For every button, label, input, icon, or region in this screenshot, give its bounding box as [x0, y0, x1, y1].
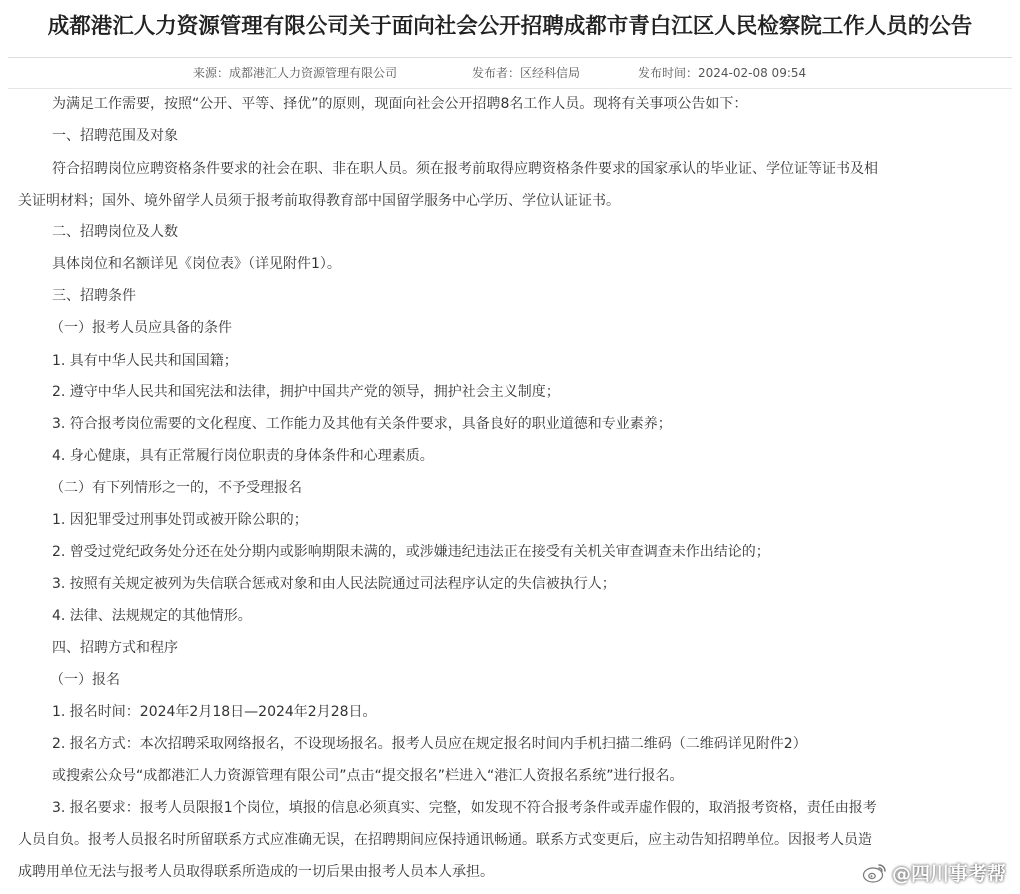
watermark-text: @四川事考帮 [891, 863, 1006, 885]
article-title: 成都港汇人力资源管理有限公司关于面向社会公开招聘成都市青白江区人民检察院工作人员的公告 [47, 14, 973, 39]
list-item: 3. 符合报考岗位需要的文化程度、工作能力及其他有关条件要求，具备良好的职业道德和专业素养； [52, 416, 672, 432]
subsection-heading: （二）有下列情形之一的，不予受理报名 [50, 480, 302, 496]
list-item: 2. 报名方式：本次招聘采取网络报名，不设现场报名。报考人员应在规定报名时间内手机扫描二维码（二维码详见附件2） [52, 736, 807, 752]
section-heading-1: 一、招聘范围及对象 [52, 128, 178, 144]
watermark [862, 859, 1006, 886]
meta-publish-time: 发布时间：2024-02-08 09:54 [638, 66, 807, 80]
paragraph-line: 人员自负。报考人员报名时所留联系方式应准确无误，在招聘期间应保持通讯畅通。联系方式变更后，应主动告知招聘单位。因报考人员造 [18, 832, 872, 848]
article-meta [0, 58, 1020, 88]
list-item: 4. 身心健康，具有正常履行岗位职责的身体条件和心理素质。 [52, 448, 434, 464]
paragraph-line: 符合招聘岗位应聘资格条件要求的社会在职、非在职人员。须在报考前取得应聘资格条件要求的国家承认的毕业证、学位证等证书及相 [52, 161, 878, 177]
weibo-icon [862, 862, 888, 884]
meta-author: 发布者：区经科信局 [472, 66, 581, 80]
list-item: 1. 具有中华人民共和国国籍； [52, 353, 238, 369]
paragraph-line: 关证明材料；国外、境外留学人员须于报考前取得教育部中国留学服务中心学历、学位认证证书。 [18, 193, 620, 209]
subsection-heading: （一）报名 [50, 672, 120, 688]
subsection-heading: （一）报考人员应具备的条件 [50, 320, 232, 336]
meta-divider [8, 88, 1012, 89]
list-item: 1. 报名时间：2024年2月18日—2024年2月28日。 [52, 704, 377, 720]
section-heading-3: 三、招聘条件 [52, 288, 136, 304]
list-item: 3. 按照有关规定被列为失信联合惩戒对象和由人民法院通过司法程序认定的失信被执行人； [52, 576, 616, 592]
list-item: 3. 报名要求：报考人员限报1个岗位，填报的信息必须真实、完整，如发现不符合报考条件或弄虚作假的，取消报考资格，责任由报考 [52, 800, 877, 816]
section-heading-4: 四、招聘方式和程序 [52, 640, 178, 656]
paragraph-intro: 为满足工作需要，按照“公开、平等、择优”的原则，现面向社会公开招聘8名工作人员。现将有关事项公告如下： [52, 96, 748, 112]
list-item: 2. 曾受过党纪政务处分还在处分期内或影响期限未满的，或涉嫌违纪违法正在接受有关机关审查调查未作出结论的； [52, 544, 770, 560]
section-heading-2: 二、招聘岗位及人数 [52, 224, 178, 240]
list-item: 4. 法律、法规规定的其他情形。 [52, 608, 252, 624]
meta-source: 来源：成都港汇人力资源管理有限公司 [193, 66, 398, 80]
paragraph-line: 成聘用单位无法与报考人员取得联系所造成的一切后果由报考人员本人承担。 [18, 864, 494, 880]
paragraph-line: 或搜索公众号“成都港汇人力资源管理有限公司”点击“提交报名”栏进入“港汇人资报名系统”进行报名。 [52, 768, 684, 784]
list-item: 1. 因犯罪受过刑事处罚或被开除公职的； [52, 512, 308, 528]
list-item: 2. 遵守中华人民共和国宪法和法律，拥护中国共产党的领导，拥护社会主义制度； [52, 384, 560, 400]
paragraph-line: 具体岗位和名额详见《岗位表》（详见附件1）。 [52, 256, 341, 272]
